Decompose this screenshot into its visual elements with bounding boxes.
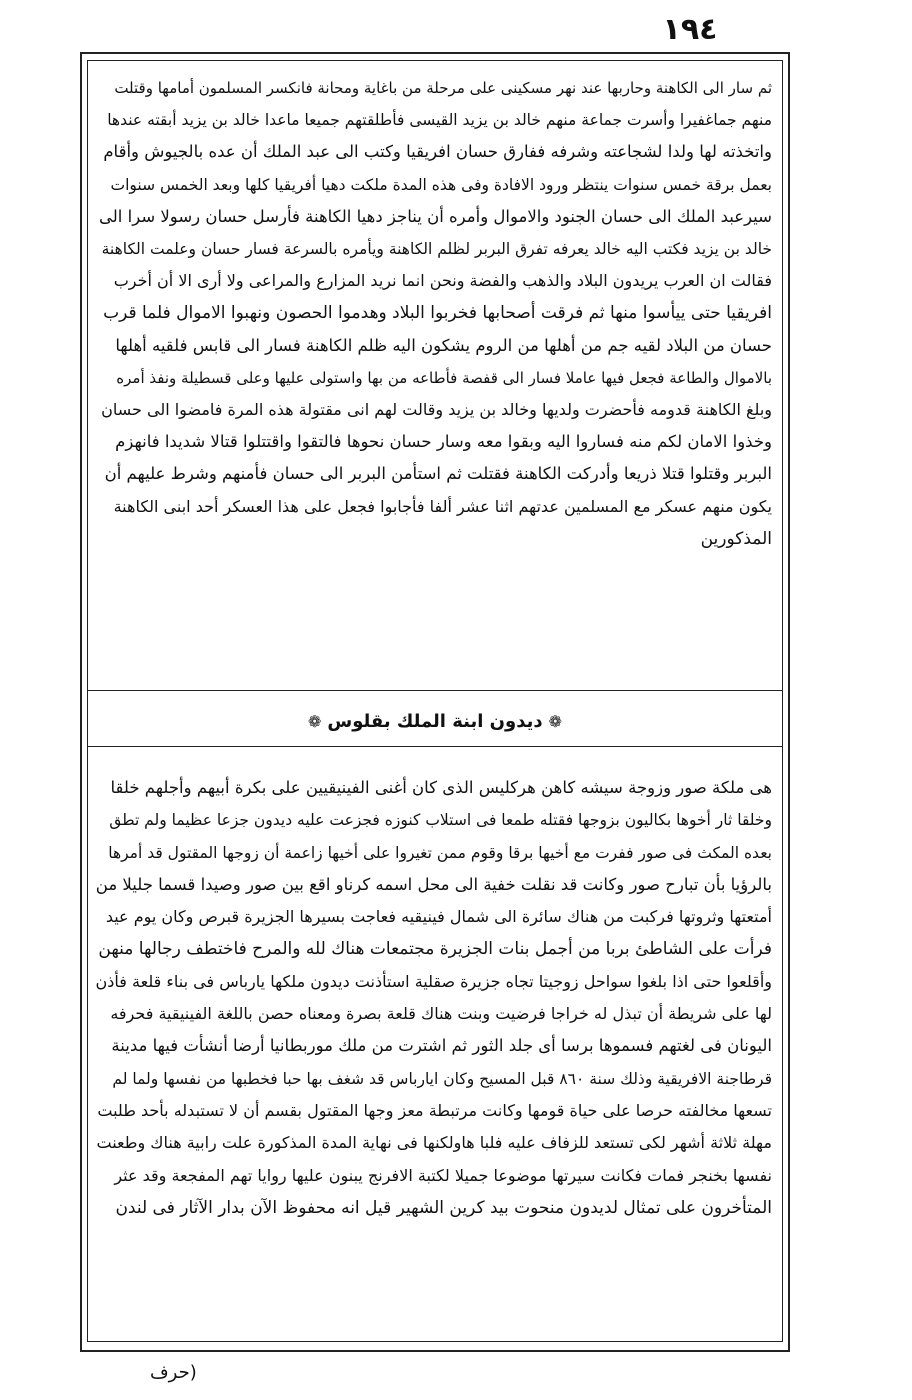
text-line: سيرعبد الملك الى حسان الجنود والاموال وأمره أن يناجز دهيا الكاهنة فأرسل حسان رسولا سرا الى xyxy=(99,206,772,226)
text-line: فرأت على الشاطئ بربا من أجمل بنات الجزيرة مجتمعات هناك لله والمرح فاختطف رجالها منهن xyxy=(98,939,772,960)
section-divider-bottom xyxy=(88,746,782,747)
catchword: (حرف xyxy=(150,1362,197,1383)
text-line: بعمل برقة خمس سنوات ينتظر ورود الافادة وفى هذه المدة ملكت دهيا أفريقيا كلها وبعد الخمس سنوات xyxy=(110,175,772,194)
section-heading xyxy=(308,711,562,732)
text-line: فقالت ان العرب يريدون البلاد والذهب والفضة ونحن انما نريد المزارع والمراعى ولا أرى الا أن أخرب xyxy=(113,271,772,291)
dido-section-text xyxy=(96,772,772,1224)
text-line: هى ملكة صور وزوجة سيشه كاهن هركليس الذى كان أغنى الفينيقيين على بكرة أبيهم وأجلهم خلقا xyxy=(110,778,772,797)
text-line: حسان من البلاد لقيه جم من أهلها من الروم يشكون اليه ظلم الكاهنة فسار الى قابس فلقيه أهلها xyxy=(115,335,772,355)
kahina-section-text xyxy=(96,72,772,555)
text-line: اليونان فى لغتهم فسموها برسا أى جلد الثور ثم اشترت من ملك موربطانيا أرضا أنشأت فيها مدينة xyxy=(111,1036,772,1056)
text-line: وخلقا ثار أخوها بكاليون بزوجها فقتله طمعا فى استلاب كنوزه فجزعت عليه ديدون جزعا عظيما ولم تطق xyxy=(109,811,772,830)
section-heading-box xyxy=(88,696,782,746)
text-line: تسعها مخالفته حرصا على حياة قومها وكانت مرتبطة معز وجها المقتول بقسم أن لا تستبدله بأحد طلبت xyxy=(97,1100,772,1120)
page-number: ١٩٤ xyxy=(662,12,718,47)
text-line: نفسها بخنجر فمات فكانت سيرتها موضوعا جميلا لكتبة الافرنج يبنون عليها روايا تهم المفجعة وقد عثر xyxy=(114,1165,772,1185)
text-line: البربر وقتلوا قتلا ذريعا وأدركت الكاهنة فقتلت ثم استأمن البربر الى حسان فأمنهم وشرط عليهم أن xyxy=(104,464,772,484)
text-line: واتخذته لها ولدا لشجاعته وشرفه ففارق حسان افريقيا وكتب الى عبد الملك أن عده بالجيوش وأقام xyxy=(103,142,772,162)
text-line: لها على شريطة أن تبذل له خراجا فرضيت وبنت هناك قلعة بصرة ومعناه حصن باللغة الفينيقية فحرفه xyxy=(110,1004,772,1024)
text-line: أمتعتها وثروتها فركبت من هناك سائرة الى شمال فينيقيه فعاجت بسيرها الجزيرة قبرص وكان يوم عيد xyxy=(105,907,772,927)
section-divider-top xyxy=(88,690,782,691)
text-line: خالد بن يزيد فكتب اليه خالد يعرفه تفرق البربر لظلم الكاهنة ويأمره بالسرعة فسار حسان وعلمت الكاهنة xyxy=(101,240,772,259)
text-line: افريقيا حتى ييأسوا منها ثم فرقت أصحابها فخربوا البلاد وهدموا الحصون ونهبوا الاموال فلما قرب xyxy=(103,303,772,324)
text-line: مهلة ثلاثة أشهر لكى تستعد للزفاف عليه فلبا هاولكنها فى نهاية المدة المذكورة علت رابية هناك وطعنت xyxy=(96,1133,772,1153)
heading-title: ديدون ابنة الملك بقلوس xyxy=(327,710,543,732)
text-line: وأقلعوا حتى اذا بلغوا سواحل زوجيتا تجاه جزيرة صقلية استأذنت ديدون ملكها يارباس فى بناء قلعة فأذن xyxy=(96,971,772,991)
text-line: بالاموال والطاعة فجعل فيها عاملا فسار الى قفصة فأطاعه من بها واستولى عليها وعلى قسطيلة ونفذ أمره xyxy=(116,368,772,387)
text-line: بالرؤيا بأن تبارح صور وكانت قد نقلت خفية الى محل اسمه كرناو اقع بين صور وصيدا قسما جليلا من xyxy=(96,874,772,894)
ornament-right-icon: ❁ xyxy=(548,711,563,731)
text-line: المتأخرون على تمثال لديدون منحوت بيد كرين الشهير قيل انه محفوظ الآن بدار الآثار فى لندن xyxy=(115,1197,772,1218)
text-line: قرطاجنة الافريقية وذلك سنة ٨٦٠ قبل المسيح وكان ايارباس قد شغف بها حبا فخطبها من نفسها ولما لم xyxy=(112,1069,772,1088)
text-line: بعده المكث فى صور ففرت مع أخيها برقا وقوم ممن تغيروا على أخيها زاعمة أن زوجها المقتول قد أمرها xyxy=(108,843,772,862)
text-line: وخذوا الامان لكم منه فساروا اليه وبقوا معه وسار حسان نحوها فالتقوا واقتتلوا قتالا شديدا فانهزم xyxy=(115,432,772,452)
text-line: ثم سار الى الكاهنة وحاربها عند نهر مسكينى على مرحلة من باغاية ومحانة فانكسر المسلمون أمامها وقتلت xyxy=(114,79,772,97)
text-line: منهم جماغفيرا وأسرت جماعة منهم خالد بن يزيد القيسى فأطلقتهم جميعا ماعدا خالد بن يزيد أبقته عندها xyxy=(107,111,772,130)
ornament-left-icon: ❁ xyxy=(307,711,322,731)
text-line: يكون منهم عسكر مع المسلمين عدتهم اثنا عشر ألفا فأجابوا فجعل على هذا العسكر أحد ابنى الكاهنة xyxy=(113,496,772,516)
text-line: المذكورين xyxy=(700,528,772,549)
text-line: وبلغ الكاهنة قدومه فأحضرت ولديها وخالد بن يزيد وقالت لهم انى مقتولة هذه المرة فامضوا الى حسان xyxy=(101,400,772,420)
